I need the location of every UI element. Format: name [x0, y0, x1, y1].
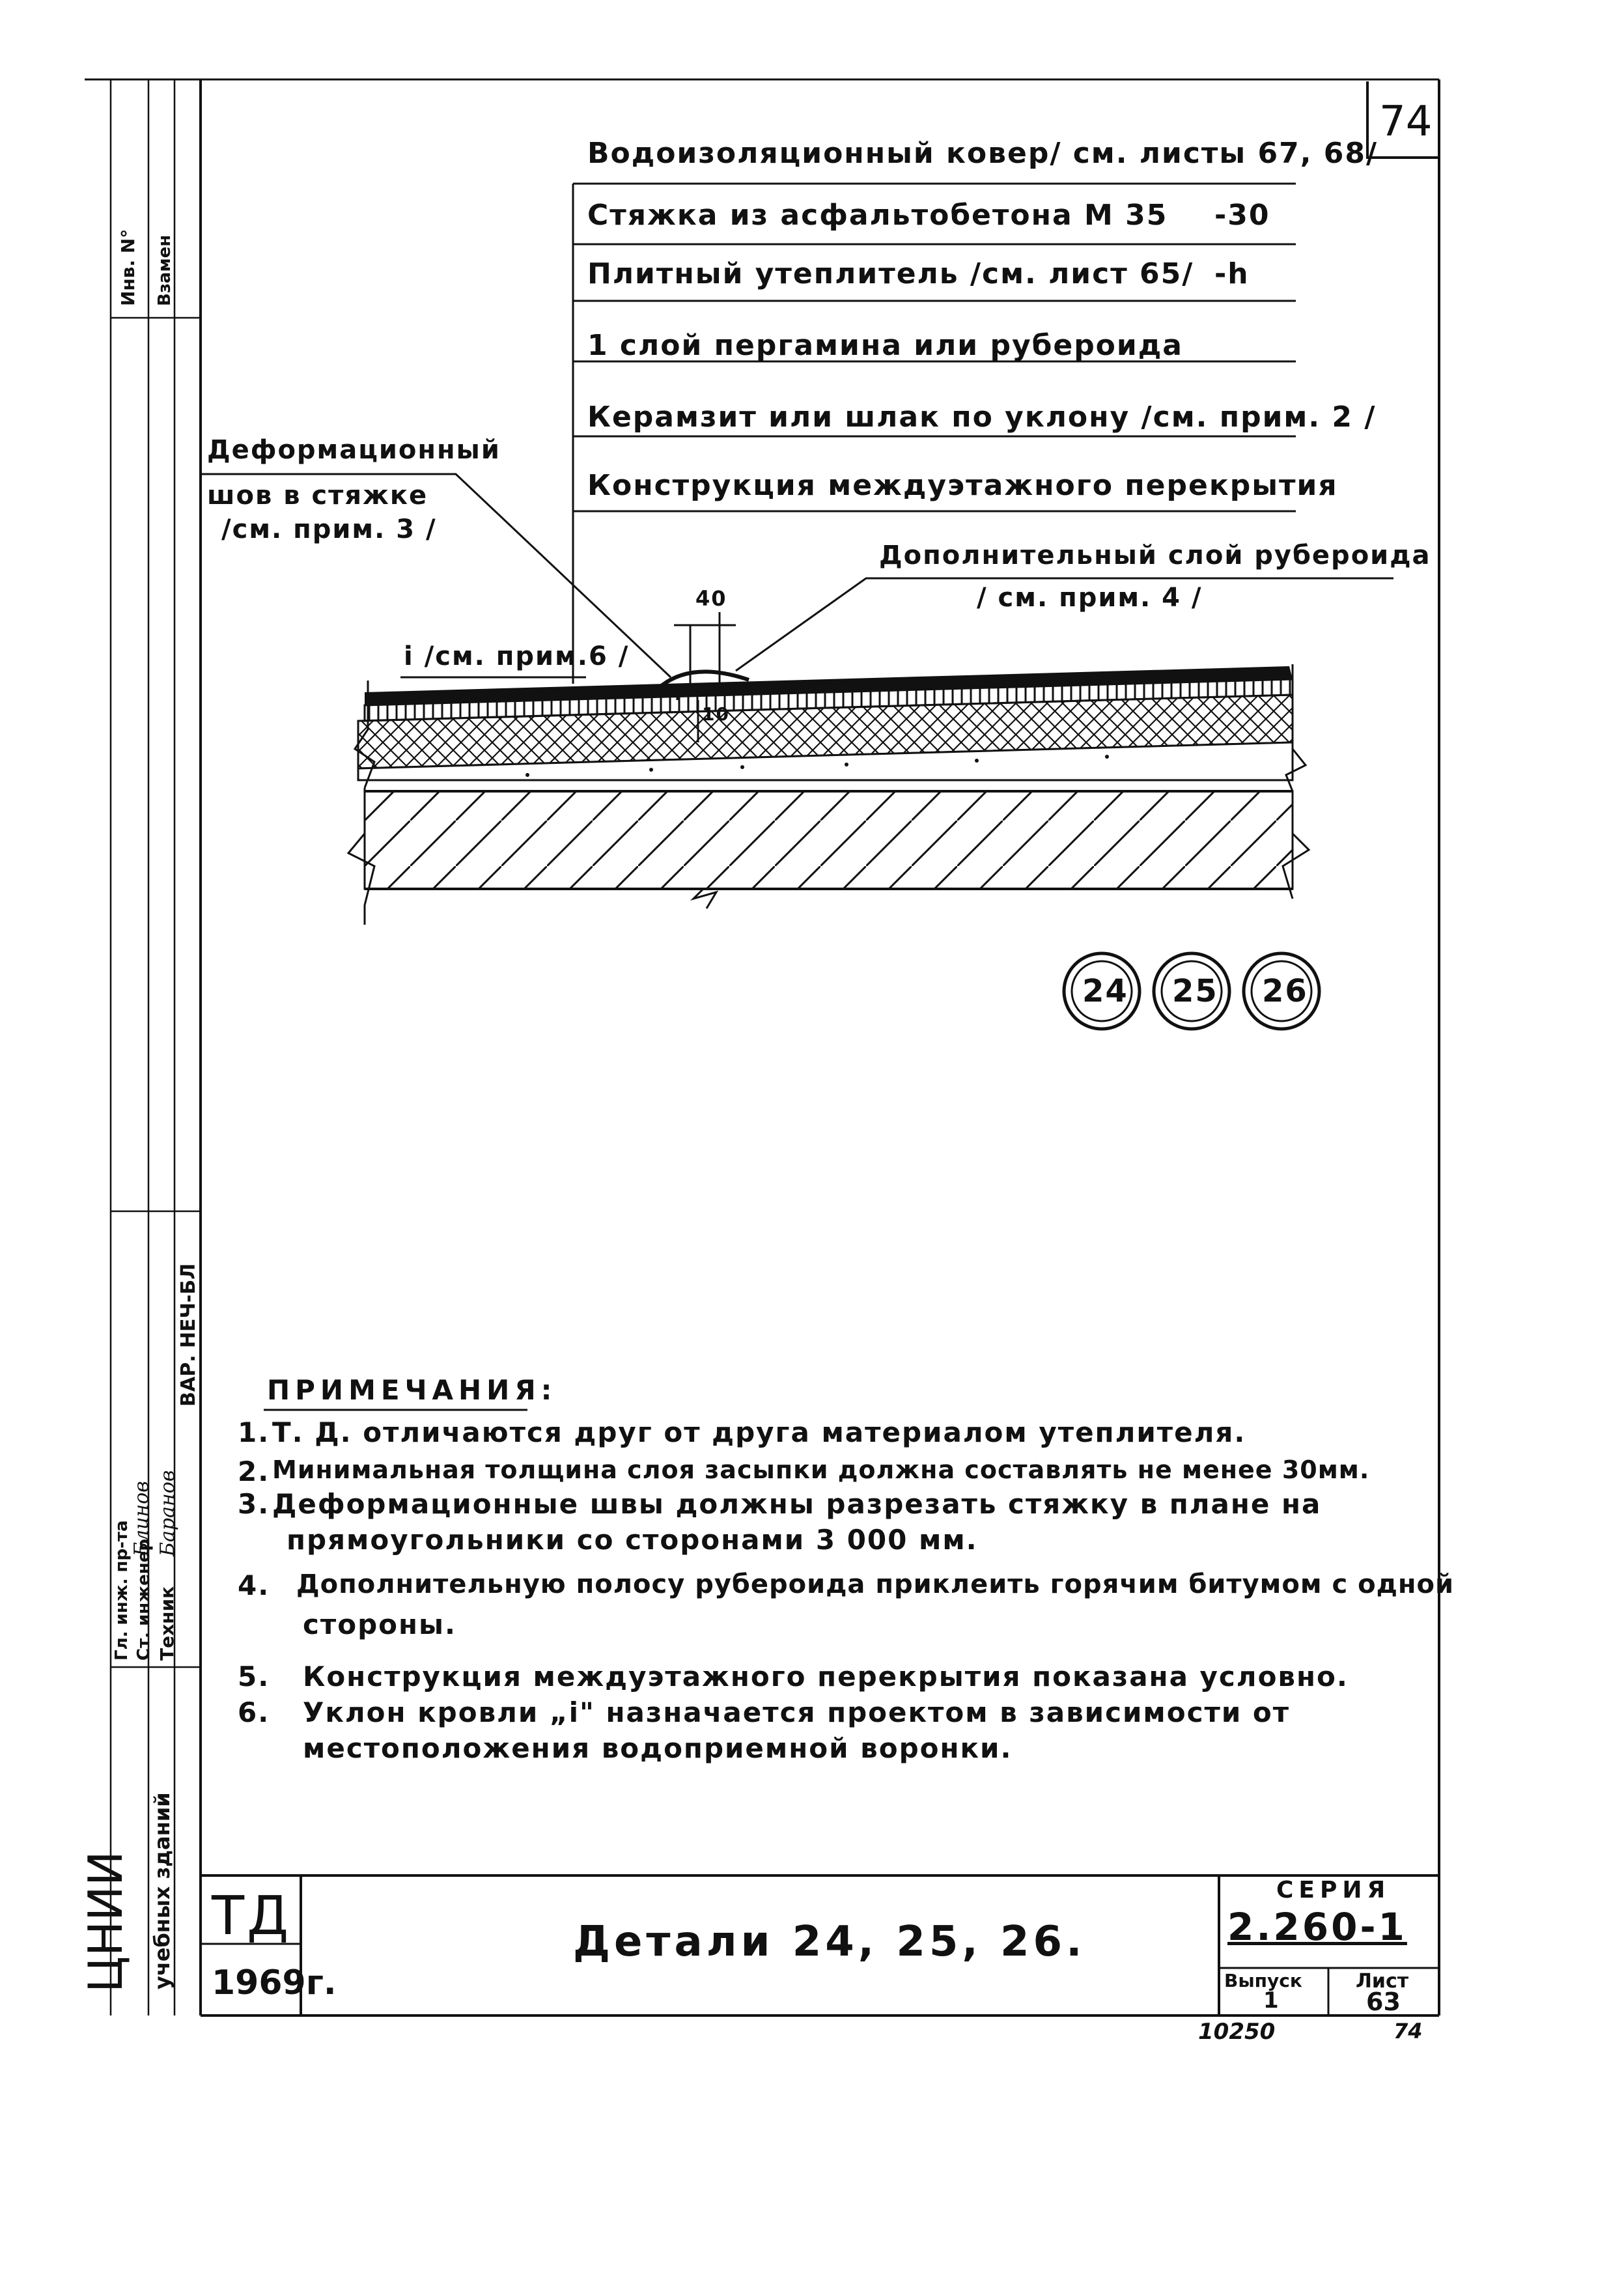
note-5-num: 5.: [238, 1661, 270, 1692]
note-4-num: 4.: [238, 1569, 270, 1601]
sidebar-vzamen: Взамен: [155, 234, 175, 306]
extra-strip-callout-line1: Дополнительный слой рубероида: [879, 541, 1431, 570]
sidebar-inv-no: Инв. N°: [117, 229, 139, 306]
screed-thickness: -30: [1214, 199, 1270, 232]
note-3-text-2: прямоугольники со сторонами 3 000 мм.: [287, 1524, 978, 1556]
note-3-text-1: Деформационные швы должны разрезать стяжку в плане на: [272, 1488, 1322, 1520]
issue-label: Выпуск: [1224, 1970, 1302, 1991]
note-2-num: 2.: [238, 1455, 270, 1487]
title-td: ТД: [212, 1885, 292, 1947]
sidebar-role-3: Техник: [156, 1586, 178, 1661]
footer-page: 74: [1393, 2019, 1423, 2043]
sidebar-org-dept: учебных зданий: [150, 1792, 175, 1989]
joint-callout-line2: шов в стяжке: [207, 481, 428, 511]
insulation-thickness: -h: [1214, 257, 1250, 290]
layer-insulation: Плитный утеплитель /см. лист 65/: [587, 257, 1194, 290]
note-6-num: 6.: [238, 1696, 270, 1728]
sidebar-strip: [111, 79, 201, 2015]
series-value: 2.260-1: [1227, 1905, 1407, 1949]
note-3-num: 3.: [238, 1488, 270, 1520]
sidebar-role-1: Гл. инж. пр-та: [112, 1520, 132, 1661]
series-label: СЕРИЯ: [1276, 1877, 1391, 1903]
note-6-text-2: местоположения водоприемной воронки.: [303, 1732, 1013, 1764]
layer-fill: Керамзит или шлак по уклону /см. прим. 2 /: [587, 400, 1377, 434]
sheet-label: Лист: [1356, 1970, 1409, 1993]
note-1-text: Т. Д. отличаются друг от друга материалом утеплителя.: [272, 1416, 1246, 1448]
dim-10: 10: [702, 703, 730, 725]
layer-screed: Стяжка из асфальтобетона М 35: [587, 199, 1168, 232]
sidebar-signature-2: Баранов: [156, 1470, 179, 1556]
note-2-text: Минимальная толщина слоя засыпки должна составлять не менее 30мм.: [272, 1455, 1370, 1484]
page-number: 74: [1379, 98, 1433, 146]
layer-slab: Конструкция междуэтажного перекрытия: [587, 469, 1338, 502]
detail-25: 25: [1172, 973, 1218, 1009]
title-main: Детали 24, 25, 26.: [573, 1918, 1086, 1966]
title-year: 1969г.: [212, 1963, 337, 2002]
joint-callout-line3: /см. прим. 3 /: [221, 514, 437, 544]
sidebar-names: ВАР. НЕЧ-БЛ: [177, 1263, 200, 1407]
detail-26: 26: [1262, 973, 1308, 1009]
layer-vapor: 1 слой пергамина или рубероида: [587, 329, 1183, 362]
layer-waterproof: Водоизоляционный ковер/ см. листы 67, 68/: [587, 137, 1379, 170]
sidebar-org: ЦНИИ: [78, 1851, 133, 1993]
notes-title: ПРИМЕЧАНИЯ:: [267, 1374, 557, 1406]
footer-order-no: 10250: [1198, 2019, 1276, 2045]
joint-callout-line1: Деформационный: [207, 435, 501, 465]
sidebar-role-2: Ст. инженер: [134, 1539, 154, 1661]
slab-layer: [365, 791, 1293, 889]
note-5-text: Конструкция междуэтажного перекрытия показана условно.: [303, 1661, 1349, 1692]
dim-40: 40: [695, 586, 727, 611]
extra-strip-callout-line2: / см. прим. 4 /: [977, 583, 1203, 613]
slope-callout: i /см. прим.6 /: [404, 641, 630, 671]
sheet-value: 63: [1366, 1987, 1401, 2016]
note-6-text-1: Уклон кровли „i" назначается проектом в зависимости от: [303, 1696, 1291, 1728]
note-1-num: 1.: [238, 1416, 270, 1448]
issue-value: 1: [1263, 1987, 1279, 2014]
detail-24: 24: [1082, 973, 1128, 1009]
note-4-text-1: Дополнительную полосу рубероида приклеить горячим битумом с одной: [296, 1569, 1455, 1599]
sidebar-signature-1: Блинов: [130, 1481, 153, 1556]
note-4-text-2: стороны.: [303, 1608, 456, 1640]
